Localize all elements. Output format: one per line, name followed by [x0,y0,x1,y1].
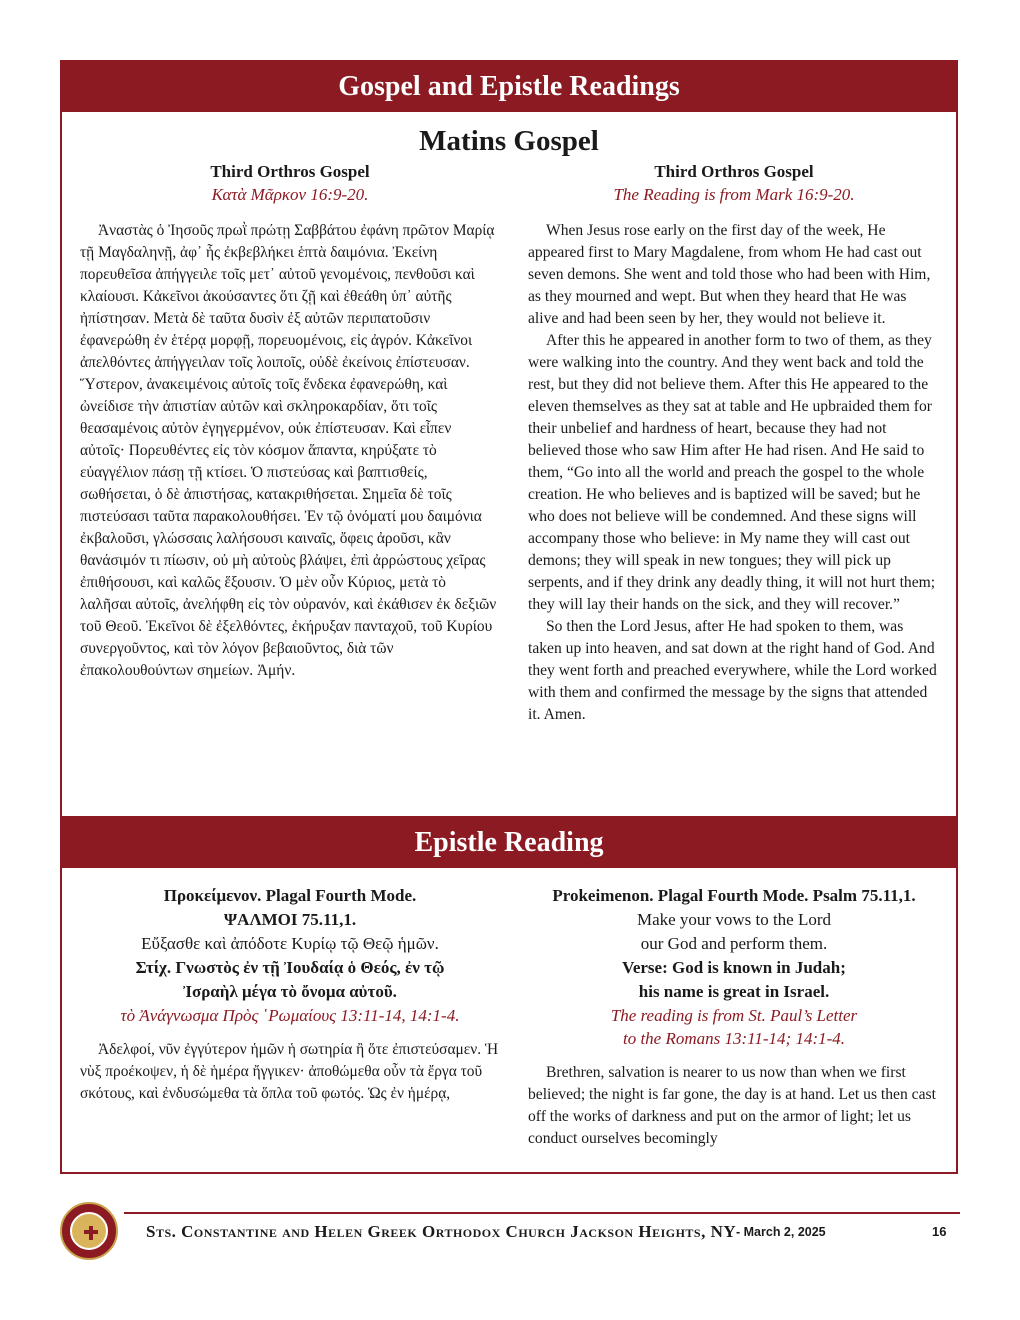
page-footer [60,1192,960,1272]
greek-gospel-paragraph: Ἀναστὰς ὁ Ἰησοῦς πρωῒ πρώτῃ Σαββάτου ἐφάνη πρῶτον Μαρίᾳ τῇ Μαγδαληνῇ, ἀφ᾽ ἧς ἐκβεβλήκει ἑπτὰ δαιμόνια. Ἐκείνη πορευθεῖσα ἀπήγγειλε τοῖς μετ᾽ αὐτοῦ γενομένοις, πενθοῦσι καὶ κλαίουσι. Κἀκεῖνοι ἀκούσαντες ὅτι ζῇ καὶ ἐθεάθη ὑπ᾽ αὐτῆς ἠπίστησαν. Μετὰ δὲ ταῦτα δυσὶν ἐξ αὐτῶν περιπατοῦσιν ἐφανερώθη ἐν ἑτέρᾳ μορφῇ, πορευομένοις, εἰς ἀγρόν. Κἀκεῖνοι ἀπελθόντες ἀπήγγειλαν τοῖς λοιποῖς, οὐδὲ ἐκείνοις ἐπίστευσαν. Ὕστερον, ἀνακειμένοις αὐτοῖς τοῖς ἕνδεκα ἐφανερώθη, καὶ ὠνείδισε τὴν ἀπιστίαν αὐτῶν καὶ σκληροκαρδίαν, ὅτι τοῖς θεασαμένοις αὐτὸν ἐγηγερμένον, οὐκ ἐπίστευσαν. Καὶ εἶπεν αὐτοῖς· Πορευθέντες εἰς τὸν κόσμον ἅπαντα, κηρύξατε τὸ εὐαγγέλιον πάσῃ τῇ κτίσει. Ὁ πιστεύσας καὶ βαπτισθείς, σωθήσεται, ὁ δὲ ἀπιστήσας, κατακριθήσεται. Σημεῖα δὲ τοῖς πιστεύσασι ταῦτα παρακολουθήσει. Ἐν τῷ ὀνόματί μου δαιμόνια ἐκβαλοῦσι, γλώσσαις λαλήσουσι καιναῖς, ὄφεις ἀροῦσι, κἂν θανάσιμόν τι πίωσιν, οὐ μὴ αὐτοὺς βλάψει, ἐπὶ ἀρρώστους χεῖρας ἐπιθήσουσι, καὶ καλῶς ἕξουσιν. Ὁ μὲν οὖν Κύριος, μετὰ τὸ λαλῆσαι αὐτοῖς, ἀνελήφθη εἰς τὸν οὐρανόν, καὶ ἐκάθισεν ἐκ δεξιῶν τοῦ Θεοῦ. Ἐκεῖνοι δὲ ἐξελθόντες, ἐκήρυξαν πανταχοῦ, τοῦ Κυρίου συνεργοῦντος, καὶ τὸν λόγον βεβαιοῦντος, διὰ τῶν ἐπακολουθούντων σημείων. Ἀμήν. [80,222,497,679]
church-name: Sts. Constantine and Helen Greek Orthodox Church Jackson Heights, NY [146,1222,737,1241]
greek-prokeimenon: Προκείμενον. Plagal Fourth Mode. [163,886,417,905]
epistle-greek-column [80,884,500,1105]
section-banner-epistle: Epistle Reading [62,818,956,868]
english-gospel-paragraph: So then the Lord Jesus, after He had spoken to them, was taken up into heaven, and sat down at the right hand of God. And they went forth and preached everywhere, while the Lord worked with them and confirmed the message by the signs that attended it. Amen. [528,618,937,723]
gospel-greek-column [80,160,500,682]
matins-gospel-title: Matins Gospel [419,125,599,157]
bulletin-date: - March 2, 2025 [736,1225,826,1239]
epistle-english-column [528,884,940,1150]
gospel-frame [60,60,958,818]
gospel-english-column [528,160,940,726]
english-epistle-reference-line1: The reading is from St. Paul’s Letter [610,1006,858,1025]
english-prokeimenon: Prokeimenon. Plagal Fourth Mode. Psalm 75.11,1. [552,886,916,905]
greek-verse-line2: Ἰσραὴλ μέγα τὸ ὄνομα αὐτοῦ. [183,982,397,1001]
seal-center-icon [70,1212,108,1250]
greek-gospel-heading: Third Orthros Gospel [210,162,370,181]
english-epistle-paragraph: Brethren, salvation is nearer to us now than when we first believed; the night is far gone, the day is at hand. Let us then cast off the works of darkness and put on the armor of light; let us conduct ourselves becomingly [528,1064,936,1147]
greek-gospel-text [80,220,500,682]
page-number: 16 [932,1224,947,1239]
english-prokeimenon-line2: our God and perform them. [640,934,828,953]
greek-gospel-reference: Κατὰ Μᾶρκον 16:9-20. [211,185,369,204]
section-banner-gospel: Gospel and Epistle Readings [62,62,956,112]
english-gospel-heading: Third Orthros Gospel [654,162,814,181]
english-epistle-text [528,1062,940,1150]
english-gospel-text [528,220,940,726]
greek-verse-line1: Στίχ. Γνωστὸς ἐν τῇ Ἰουδαίᾳ ὁ Θεός, ἐν τῷ [135,958,445,977]
epistle-frame [60,818,958,1174]
greek-epistle-paragraph: Ἀδελφοί, νῦν ἐγγύτερον ἡμῶν ἡ σωτηρία ἢ ὅτε ἐπιστεύσαμεν. Ἡ νὺξ προέκοψεν, ἡ δὲ ἡμέρα ἤγγικεν· ἀποθώμεθα οὖν τὰ ἔργα τοῦ σκότους, καὶ ἐνδυσώμεθα τὰ ὅπλα τοῦ φωτός. Ὡς ἐν ἡμέρᾳ, [80,1041,499,1102]
english-gospel-paragraph: When Jesus rose early on the first day of the week, He appeared first to Mary Magdalene, from whom He had cast out seven demons. She went and told those who had been with Him, as they mourned and wept. But when they heard that He was alive and had been seen by her, they would not believe it. [528,222,931,327]
church-seal-icon [60,1202,118,1260]
english-gospel-paragraph: After this he appeared in another form to two of them, as they were walking into the country. And they went back and told the rest, but they did not believe them. After this He appeared to the eleven themselves as they sat at table and He upbraided them for their unbelief and hardness of heart, because they had not believed those who saw Him after He had risen. And He said to them, “Go into all the world and preach the gospel to the whole creation. He who believes and is baptized will be saved; but he who does not believe will be condemned. And these signs will accompany those who believe: in My name they will cast out demons; they will speak in new tongues; they will pick up serpents, and if they drink any deadly thing, it will not hurt them; they will lay their hands on the sick, and they will recover.” [528,332,936,613]
english-verse-line1: Verse: God is known in Judah; [622,958,846,977]
english-epistle-reference-line2: to the Romans 13:11-14; 14:1-4. [622,1029,846,1048]
cross-bar-icon [84,1230,98,1234]
footer-divider [124,1212,960,1214]
greek-psalm-reference: ΨΑΛΜΟΙ 75.11,1. [223,910,357,929]
english-gospel-reference: The Reading is from Mark 16:9-20. [613,185,855,204]
greek-epistle-text [80,1039,500,1105]
english-verse-line2: his name is great in Israel. [638,982,830,1001]
greek-epistle-reference: τὸ Ἀνάγνωσμα Πρὸς ῾Ρωμαίους 13:11-14, 14:1-4. [120,1006,460,1025]
english-prokeimenon-line1: Make your vows to the Lord [636,910,832,929]
greek-prokeimenon-text: Εὔξασθε καὶ ἀπόδοτε Κυρίῳ τῷ Θεῷ ἡμῶν. [141,934,439,953]
